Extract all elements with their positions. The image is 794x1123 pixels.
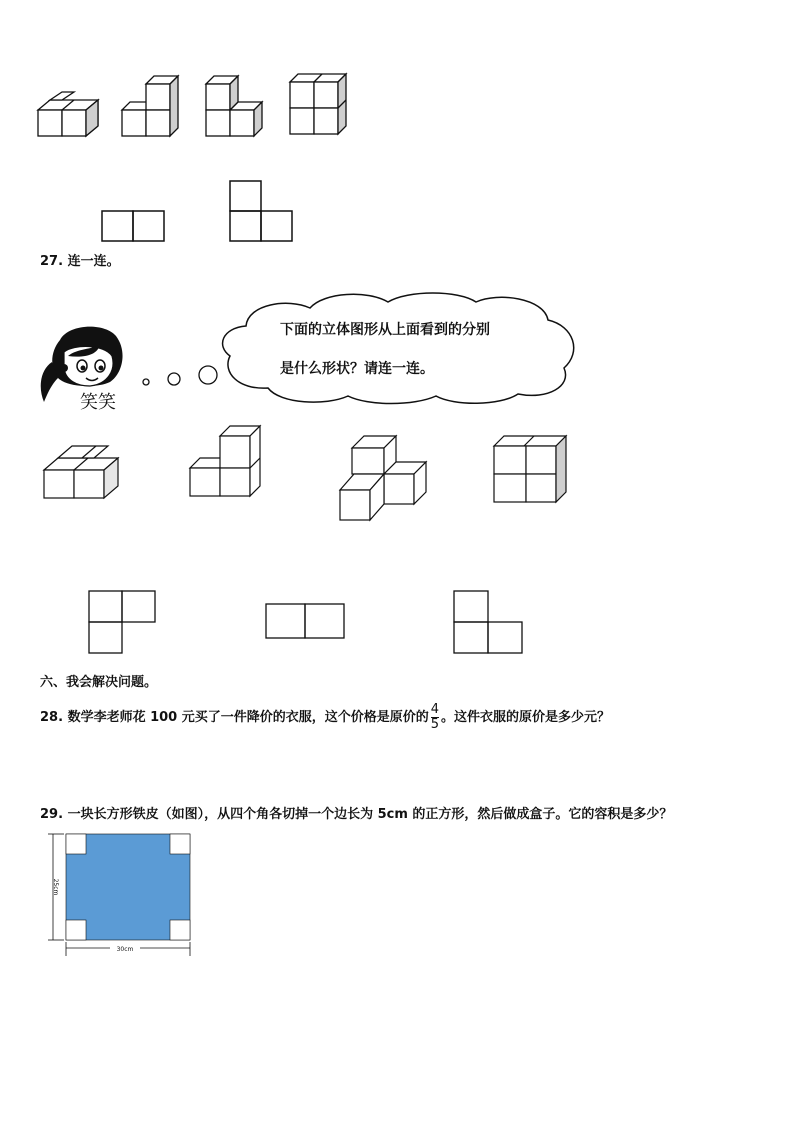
solid-q27-3 — [338, 434, 430, 522]
view-two-squares-1 — [101, 210, 165, 242]
solid-q27-2 — [188, 424, 264, 500]
section-6-title: 六、我会解决问题。 — [40, 675, 158, 690]
height-label: 25cm — [52, 878, 59, 896]
view-q27-two-squares — [265, 603, 347, 639]
question-number: 28. — [40, 710, 64, 725]
question-27 — [40, 250, 120, 269]
solid-top-2 — [120, 76, 186, 138]
bubble-line-1: 下面的立体图形从上面看到的分别 — [280, 322, 490, 338]
fraction-numerator: 4 — [430, 702, 440, 717]
thought-dots — [138, 364, 222, 388]
solid-q27-4 — [492, 434, 568, 506]
question-28 — [40, 703, 610, 733]
bubble-line-2: 是什么形状？请连一连。 — [280, 361, 434, 377]
view-q27-l-top — [88, 590, 158, 654]
question-text: 一块长方形铁皮（如图），从四个角各切掉一个边长为 5cm 的正方形，然后做成盒子。它的容积是多少？ — [67, 807, 673, 822]
thought-cloud — [218, 290, 580, 404]
width-label: 30cm — [116, 946, 134, 953]
view-l-shape-1 — [229, 180, 293, 242]
question-number: 27. — [40, 254, 64, 269]
question-number: 29. — [40, 807, 64, 822]
fraction-denominator: 5 — [430, 717, 440, 732]
question-text-before: 数学李老师花 100 元买了一件降价的衣服，这个价格是原价的 — [67, 710, 429, 725]
solid-q27-1 — [42, 444, 122, 500]
question-29 — [40, 803, 672, 822]
view-q27-l-bottom — [453, 590, 525, 654]
fraction — [431, 703, 439, 732]
character-caption: 笑笑 — [80, 392, 116, 413]
solid-top-4 — [288, 74, 354, 138]
question-text: 连一连。 — [67, 254, 120, 269]
solid-top-1 — [36, 92, 106, 138]
solid-top-3 — [204, 76, 270, 138]
question-text-after: 。这件衣服的原价是多少元？ — [441, 710, 611, 725]
sheet-figure — [40, 830, 196, 960]
